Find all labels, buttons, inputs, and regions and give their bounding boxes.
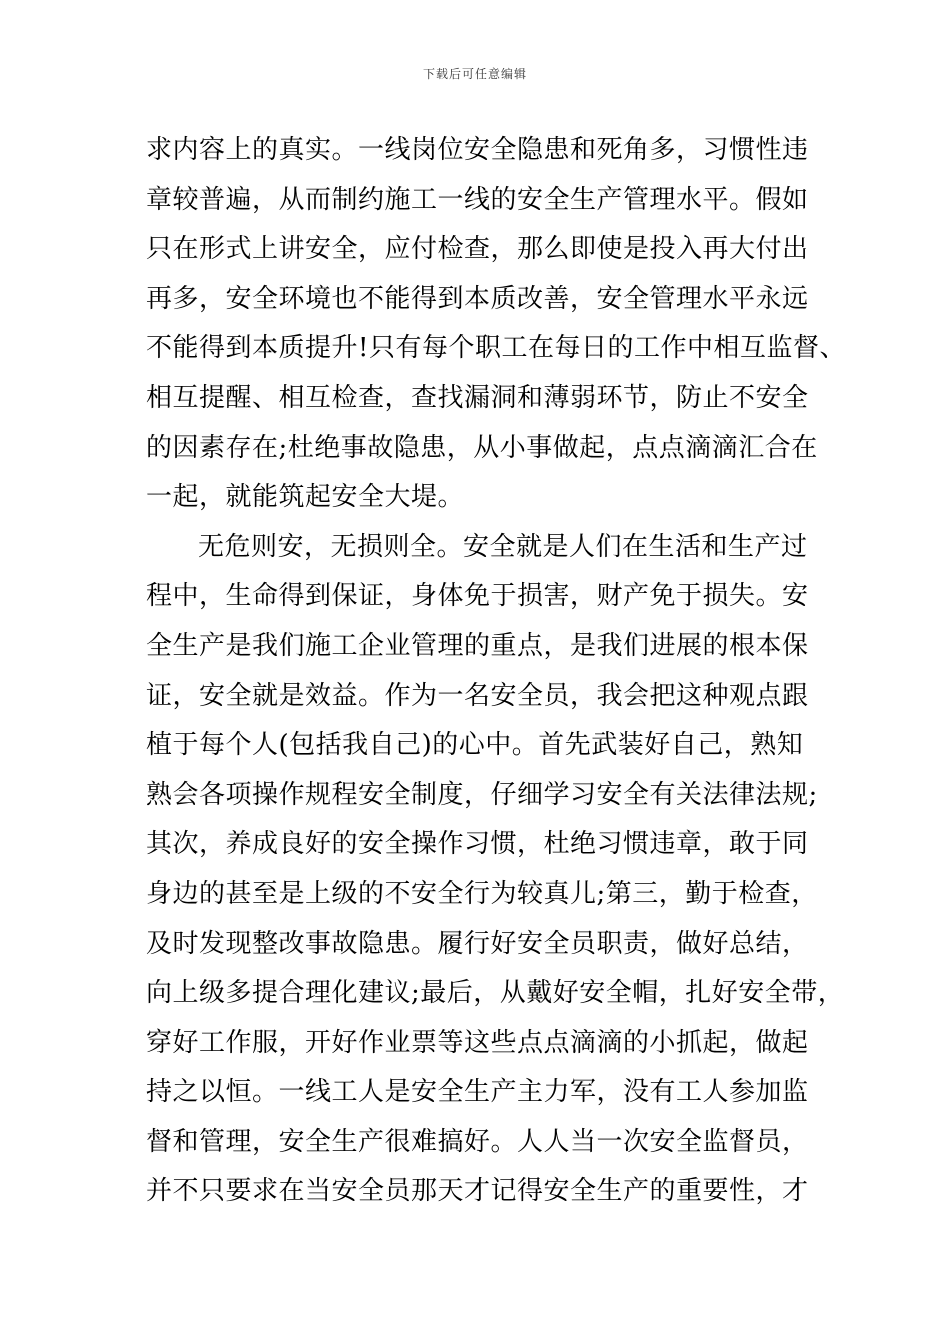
text-line: 督和管理，安全生产很难搞好。人人当一次安全监督员， [146,1126,809,1157]
text-line: 植于每个人(包括我自己)的心中。首先武装好自己，熟知 [146,730,804,761]
text-line: 其次，养成良好的安全操作习惯，杜绝习惯违章，敢于同 [146,829,809,860]
text-line: 相互提醒、相互检查，查找漏洞和薄弱环节，防止不安全 [146,382,809,413]
text-line: 全生产是我们施工企业管理的重点，是我们进展的根本保 [146,630,809,661]
text-line: 证，安全就是效益。作为一名安全员，我会把这种观点跟 [146,680,809,711]
text-line: 穿好工作服，开好作业票等这些点点滴滴的小抓起，做起 [146,1027,809,1058]
text-line: 程中，生命得到保证，身体免于损害，财产免于损失。安 [146,581,809,612]
text-line: 身边的甚至是上级的不安全行为较真儿;第三，勤于检查， [146,878,818,909]
text-line: 求内容上的真实。一线岗位安全隐患和死角多，习惯性违 [146,135,809,165]
text-line: 的因素存在;杜绝事故隐患，从小事做起，点点滴滴汇合在 [146,432,818,463]
text-line: 再多，安全环境也不能得到本质改善，安全管理水平永远 [146,283,809,314]
text-line: 向上级多提合理化建议;最后，从戴好安全帽，扎好安全带， [146,978,845,1009]
text-line: 并不只要求在当安全员那天才记得安全生产的重要性，才 [146,1176,809,1207]
text-line: 持之以恒。一线工人是安全生产主力军，没有工人参加监 [146,1077,809,1108]
document-body [146,126,846,1217]
paragraph-start-line: 无危则安，无损则全。安全就是人们在生活和生产过 [198,531,808,562]
text-line: 熟会各项操作规程安全制度，仔细学习安全有关法律法规; [146,779,818,810]
page-header: 下载后可任意编辑 [422,67,527,81]
text-line: 只在形式上讲安全，应付检查，那么即使是投入再大付出 [146,234,809,265]
text-line: 及时发现整改事故隐患。履行好安全员职责，做好总结， [146,928,809,959]
text-line: 不能得到本质提升!只有每个职工在每日的工作中相互监督、 [146,333,846,364]
text-line: 章较普遍，从而制约施工一线的安全生产管理水平。假如 [146,184,809,215]
text-line: 一起，就能筑起安全大堤。 [146,482,465,513]
